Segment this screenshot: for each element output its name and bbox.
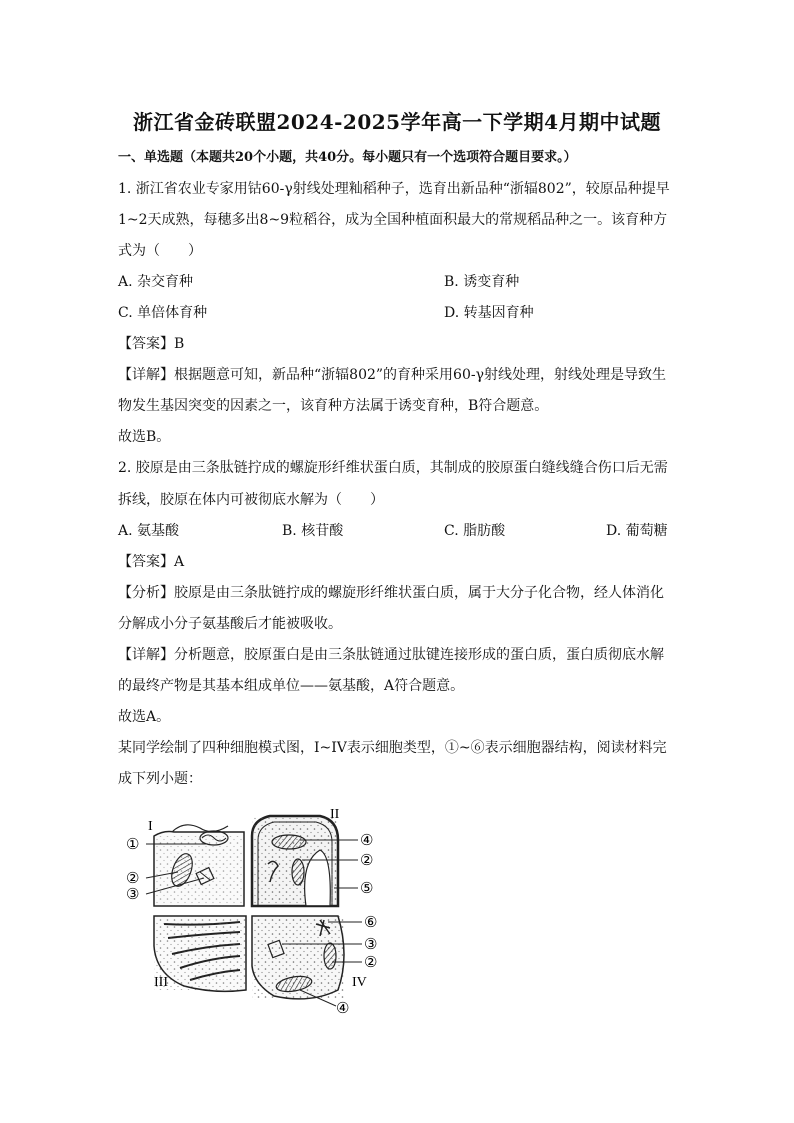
q2-analysis-line-1: 【分析】胶原是由三条肽链拧成的螺旋形纤维状蛋白质，属于大分子化合物，经人体消化 xyxy=(118,585,664,601)
marker-ii-5: ⑤ xyxy=(360,879,374,897)
section-header: 一、单选题（本题共20个小题，共40分。每小题只有一个选项符合题目要求。） xyxy=(118,150,577,165)
q1-option-d: D. 转基因育种 xyxy=(444,305,534,321)
q1-option-c: C. 单倍体育种 xyxy=(118,305,208,321)
marker-iv-3: ③ xyxy=(364,935,378,953)
label-iii: III xyxy=(154,975,168,990)
q2-option-d: D. 葡萄糖 xyxy=(606,523,668,539)
page-title: 浙江省金砖联盟2024-2025学年高一下学期4月期中试题 xyxy=(132,110,662,134)
quadrant-i xyxy=(154,825,244,906)
q2-stem-line-1: 2. 胶原是由三条肽链拧成的螺旋形纤维状蛋白质，其制成的胶原蛋白缝线缝合伤口后无需 xyxy=(118,460,668,476)
q2-conclusion: 故选A。 xyxy=(118,709,171,725)
q1-stem-line-3: 式为（ ） xyxy=(118,243,202,259)
quadrant-iv xyxy=(252,916,344,1000)
q1-option-a: A. 杂交育种 xyxy=(118,274,194,290)
label-ii: II xyxy=(330,807,340,822)
q1-conclusion: 故选B。 xyxy=(118,429,171,445)
q2-detail-line-2: 的最终产物是其基本组成单位——氨基酸，A符合题意。 xyxy=(118,678,465,694)
marker-iv-2: ② xyxy=(364,953,378,971)
quadrant-ii xyxy=(252,816,338,906)
intro-line-1: 某同学绘制了四种细胞模式图，I~IV表示细胞类型，①~⑥表示细胞器结构，阅读材料完 xyxy=(118,740,667,756)
marker-i-2: ② xyxy=(126,869,140,887)
q2-option-a: A. 氨基酸 xyxy=(118,523,180,539)
q1-option-b: B. 诱变育种 xyxy=(444,274,520,290)
q1-answer: 【答案】B xyxy=(118,336,185,352)
intro-line-2: 成下列小题： xyxy=(118,771,202,787)
q2-answer: 【答案】A xyxy=(118,554,185,570)
marker-ii-2: ② xyxy=(360,851,374,869)
marker-iv-4: ④ xyxy=(336,999,350,1016)
q1-stem-line-2: 1~2天成熟，每穗多出8~9粒稻谷，成为全国种植面积最大的常规稻品种之一。该育种方 xyxy=(118,212,668,228)
label-i: I xyxy=(148,819,153,834)
q2-stem-line-2: 拆线，胶原在体内可被彻底水解为（ ） xyxy=(118,492,384,508)
q1-detail-line-2: 物发生基因突变的因素之一，该育种方法属于诱变育种，B符合题意。 xyxy=(118,398,549,414)
q2-option-b: B. 核苷酸 xyxy=(282,523,344,539)
marker-i-1: ① xyxy=(126,835,140,853)
marker-iv-6: ⑥ xyxy=(364,913,378,931)
marker-ii-4: ④ xyxy=(360,831,374,849)
cell-diagram xyxy=(124,806,386,1016)
q1-stem-line-1: 1. 浙江省农业专家用钴60-γ射线处理籼稻种子，选育出新品种“浙辐802”，较原品种提早 xyxy=(118,181,670,197)
q1-detail-line-1: 【详解】根据题意可知，新品种“浙辐802”的育种采用60-γ射线处理，射线处理是导致生 xyxy=(118,367,666,383)
q2-detail-line-1: 【详解】分析题意，胶原蛋白是由三条肽链通过肽键连接形成的蛋白质，蛋白质彻底水解 xyxy=(118,647,664,663)
marker-i-3: ③ xyxy=(126,885,140,903)
q2-analysis-line-2: 分解成小分子氨基酸后才能被吸收。 xyxy=(118,616,342,632)
label-iv: IV xyxy=(352,975,367,990)
q2-option-c: C. 脂肪酸 xyxy=(444,523,506,539)
